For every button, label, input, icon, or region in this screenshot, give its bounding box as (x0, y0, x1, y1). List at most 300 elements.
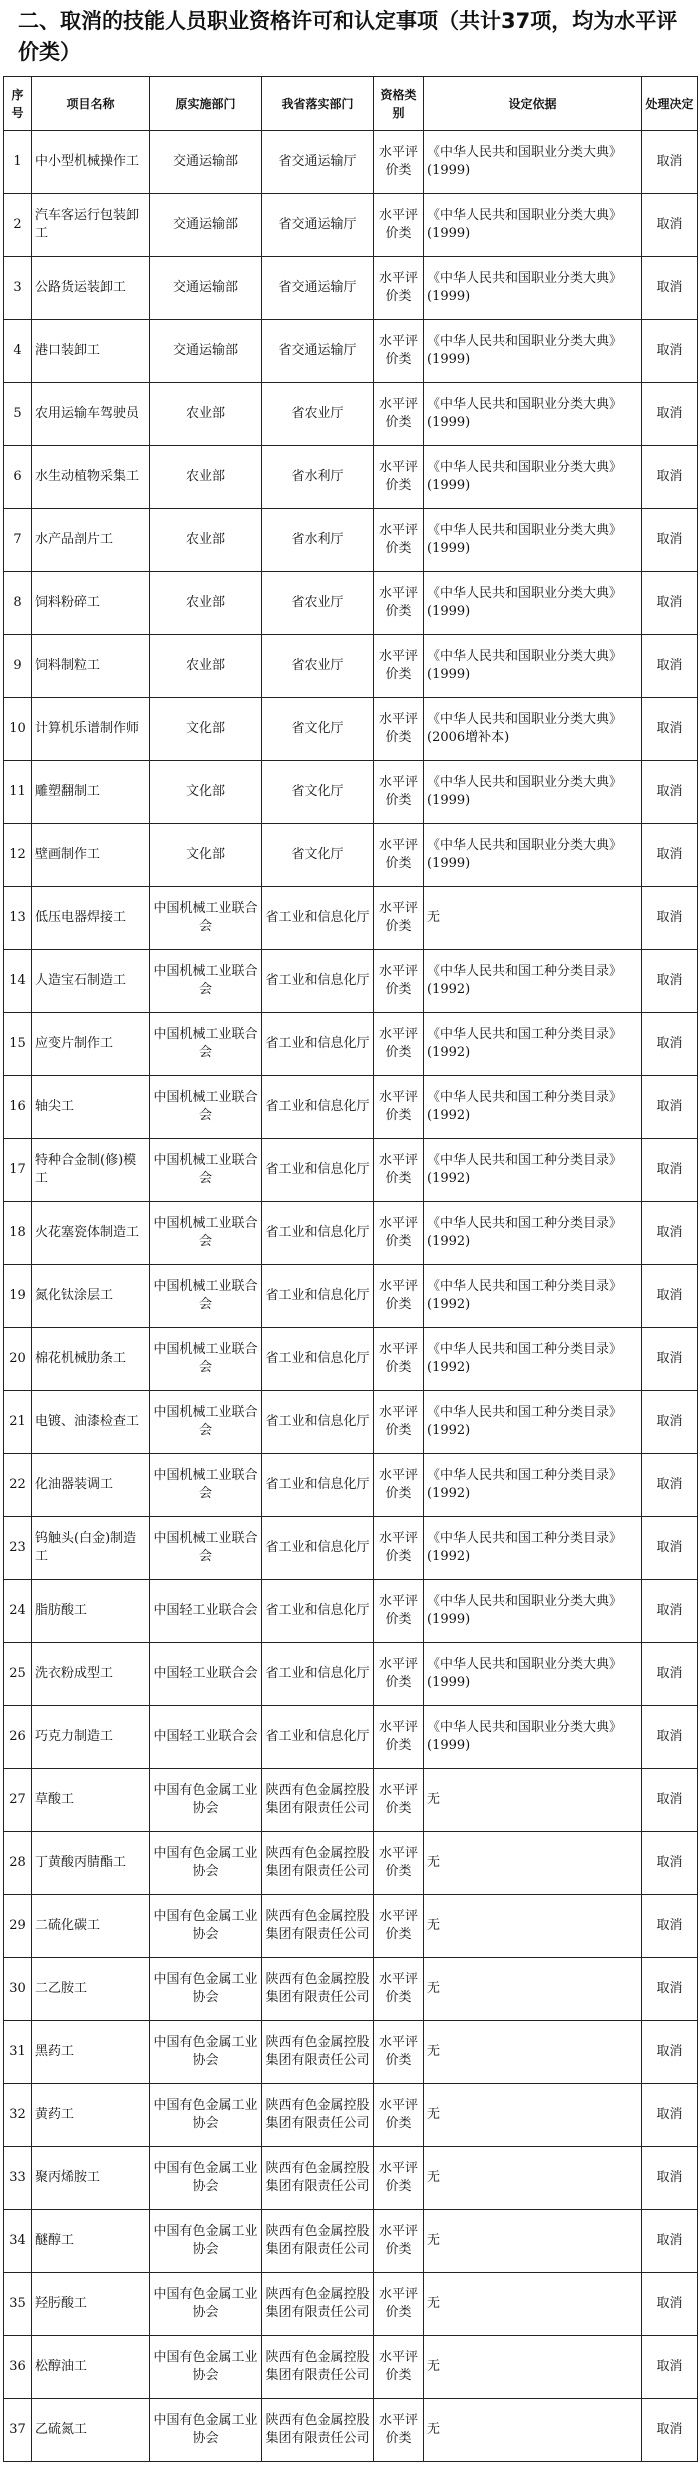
cell-level: 水平评价类 (374, 761, 424, 824)
cell-no: 34 (4, 2210, 32, 2273)
cell-decision: 取消 (642, 887, 698, 950)
cell-no: 11 (4, 761, 32, 824)
header-local: 我省落实部门 (262, 77, 374, 131)
cell-name: 雕塑翻制工 (32, 761, 150, 824)
cell-basis: 《中华人民共和国工种分类目录》(1992) (424, 1391, 642, 1454)
cell-level: 水平评价类 (374, 446, 424, 509)
cell-basis: 《中华人民共和国职业分类大典》(1999) (424, 131, 642, 194)
cell-local: 省工业和信息化厅 (262, 950, 374, 1013)
cell-no: 14 (4, 950, 32, 1013)
table-row (4, 1580, 698, 1643)
cell-name: 二硫化碳工 (32, 1895, 150, 1958)
cell-basis: 《中华人民共和国职业分类大典》(1999) (424, 1706, 642, 1769)
cell-local: 省工业和信息化厅 (262, 1013, 374, 1076)
cell-local: 陕西有色金属控股集团有限责任公司 (262, 2399, 374, 2462)
cell-local: 陕西有色金属控股集团有限责任公司 (262, 1769, 374, 1832)
header-name: 项目名称 (32, 77, 150, 131)
cell-dept: 中国机械工业联合会 (150, 1265, 262, 1328)
cell-name: 人造宝石制造工 (32, 950, 150, 1013)
cell-level: 水平评价类 (374, 1265, 424, 1328)
cell-decision: 取消 (642, 2210, 698, 2273)
cell-dept: 农业部 (150, 572, 262, 635)
cell-decision: 取消 (642, 2021, 698, 2084)
cell-no: 21 (4, 1391, 32, 1454)
cell-dept: 中国机械工业联合会 (150, 1013, 262, 1076)
cell-decision: 取消 (642, 509, 698, 572)
cell-no: 3 (4, 257, 32, 320)
cell-name: 化油器装调工 (32, 1454, 150, 1517)
cell-name: 港口装卸工 (32, 320, 150, 383)
table-row (4, 1706, 698, 1769)
cell-name: 火花塞瓷体制造工 (32, 1202, 150, 1265)
cell-name: 计算机乐谱制作师 (32, 698, 150, 761)
cell-dept: 中国机械工业联合会 (150, 1328, 262, 1391)
cell-level: 水平评价类 (374, 2399, 424, 2462)
table-row (4, 824, 698, 887)
table-row (4, 761, 698, 824)
cell-decision: 取消 (642, 1706, 698, 1769)
cell-local: 陕西有色金属控股集团有限责任公司 (262, 2273, 374, 2336)
table-row (4, 383, 698, 446)
cell-name: 二乙胺工 (32, 1958, 150, 2021)
cell-basis: 《中华人民共和国工种分类目录》(1992) (424, 1076, 642, 1139)
cell-decision: 取消 (642, 824, 698, 887)
cell-level: 水平评价类 (374, 1706, 424, 1769)
cell-dept: 中国机械工业联合会 (150, 1454, 262, 1517)
cell-decision: 取消 (642, 257, 698, 320)
cell-no: 18 (4, 1202, 32, 1265)
cell-name: 黑药工 (32, 2021, 150, 2084)
cell-local: 省文化厅 (262, 698, 374, 761)
cell-decision: 取消 (642, 1958, 698, 2021)
cell-dept: 交通运输部 (150, 194, 262, 257)
cell-dept: 文化部 (150, 824, 262, 887)
table-row (4, 509, 698, 572)
cell-dept: 中国机械工业联合会 (150, 1139, 262, 1202)
cell-basis: 《中华人民共和国工种分类目录》(1992) (424, 950, 642, 1013)
table-row (4, 1391, 698, 1454)
cell-dept: 文化部 (150, 761, 262, 824)
cell-no: 24 (4, 1580, 32, 1643)
cell-name: 棉花机械肋条工 (32, 1328, 150, 1391)
cell-basis: 无 (424, 1769, 642, 1832)
cell-local: 省农业厅 (262, 572, 374, 635)
cell-no: 17 (4, 1139, 32, 1202)
cell-decision: 取消 (642, 950, 698, 1013)
table-row (4, 572, 698, 635)
cell-local: 省文化厅 (262, 824, 374, 887)
table-row (4, 194, 698, 257)
cell-name: 聚丙烯胺工 (32, 2147, 150, 2210)
cell-name: 壁画制作工 (32, 824, 150, 887)
cell-level: 水平评价类 (374, 1580, 424, 1643)
cell-basis: 《中华人民共和国工种分类目录》(1992) (424, 1454, 642, 1517)
cell-level: 水平评价类 (374, 257, 424, 320)
cell-decision: 取消 (642, 572, 698, 635)
cell-level: 水平评价类 (374, 509, 424, 572)
table-row (4, 1202, 698, 1265)
cell-level: 水平评价类 (374, 1076, 424, 1139)
cell-no: 4 (4, 320, 32, 383)
cell-dept: 中国有色金属工业协会 (150, 2021, 262, 2084)
cell-no: 10 (4, 698, 32, 761)
cell-local: 省工业和信息化厅 (262, 1202, 374, 1265)
cell-dept: 中国机械工业联合会 (150, 887, 262, 950)
table-row (4, 1517, 698, 1580)
cell-no: 22 (4, 1454, 32, 1517)
cell-dept: 中国机械工业联合会 (150, 1076, 262, 1139)
cell-local: 省水利厅 (262, 446, 374, 509)
cell-basis: 《中华人民共和国职业分类大典》(1999) (424, 635, 642, 698)
cell-basis: 《中华人民共和国职业分类大典》(1999) (424, 572, 642, 635)
cell-no: 32 (4, 2084, 32, 2147)
table-row (4, 131, 698, 194)
cell-basis: 《中华人民共和国职业分类大典》(1999) (424, 257, 642, 320)
cell-level: 水平评价类 (374, 950, 424, 1013)
cell-dept: 中国有色金属工业协会 (150, 2147, 262, 2210)
cell-no: 28 (4, 1832, 32, 1895)
cell-decision: 取消 (642, 1643, 698, 1706)
header-no: 序号 (4, 77, 32, 131)
table-row (4, 1958, 698, 2021)
cell-name: 特种合金制(修)模工 (32, 1139, 150, 1202)
table-row (4, 635, 698, 698)
cell-dept: 中国轻工业联合会 (150, 1643, 262, 1706)
cell-name: 草酸工 (32, 1769, 150, 1832)
cell-decision: 取消 (642, 1328, 698, 1391)
cell-name: 汽车客运行包装卸工 (32, 194, 150, 257)
cell-decision: 取消 (642, 2399, 698, 2462)
cell-basis: 《中华人民共和国职业分类大典》(1999) (424, 1643, 642, 1706)
cell-basis: 《中华人民共和国职业分类大典》(2006增补本) (424, 698, 642, 761)
cell-no: 5 (4, 383, 32, 446)
cell-no: 6 (4, 446, 32, 509)
cell-dept: 农业部 (150, 509, 262, 572)
cell-decision: 取消 (642, 1265, 698, 1328)
cell-decision: 取消 (642, 761, 698, 824)
cell-no: 33 (4, 2147, 32, 2210)
cell-level: 水平评价类 (374, 383, 424, 446)
cell-name: 饲料粉碎工 (32, 572, 150, 635)
cell-decision: 取消 (642, 1076, 698, 1139)
cell-no: 20 (4, 1328, 32, 1391)
cell-level: 水平评价类 (374, 1139, 424, 1202)
cell-name: 洗衣粉成型工 (32, 1643, 150, 1706)
cell-no: 31 (4, 2021, 32, 2084)
cell-basis: 无 (424, 1958, 642, 2021)
cell-dept: 农业部 (150, 635, 262, 698)
cell-name: 丁黄酸丙腈酯工 (32, 1832, 150, 1895)
cell-no: 12 (4, 824, 32, 887)
cell-basis: 无 (424, 2336, 642, 2399)
table-row (4, 2399, 698, 2462)
cell-decision: 取消 (642, 1832, 698, 1895)
cell-basis: 《中华人民共和国职业分类大典》(1999) (424, 194, 642, 257)
cell-no: 23 (4, 1517, 32, 1580)
cell-name: 应变片制作工 (32, 1013, 150, 1076)
table-row (4, 1769, 698, 1832)
cell-decision: 取消 (642, 1391, 698, 1454)
cell-no: 8 (4, 572, 32, 635)
cell-level: 水平评价类 (374, 320, 424, 383)
cell-basis: 无 (424, 2210, 642, 2273)
cell-local: 省工业和信息化厅 (262, 1643, 374, 1706)
cell-basis: 《中华人民共和国工种分类目录》(1992) (424, 1517, 642, 1580)
cell-basis: 《中华人民共和国职业分类大典》(1999) (424, 509, 642, 572)
table-row (4, 2084, 698, 2147)
cell-local: 省交通运输厅 (262, 131, 374, 194)
cell-basis: 《中华人民共和国工种分类目录》(1992) (424, 1139, 642, 1202)
cell-local: 陕西有色金属控股集团有限责任公司 (262, 2147, 374, 2210)
table-row (4, 2147, 698, 2210)
cell-level: 水平评价类 (374, 131, 424, 194)
table-row (4, 698, 698, 761)
cell-local: 省工业和信息化厅 (262, 1076, 374, 1139)
table-row (4, 257, 698, 320)
cell-name: 氮化钛涂层工 (32, 1265, 150, 1328)
table-row (4, 1643, 698, 1706)
cell-basis: 《中华人民共和国工种分类目录》(1992) (424, 1265, 642, 1328)
cell-local: 省工业和信息化厅 (262, 1139, 374, 1202)
cell-basis: 无 (424, 1895, 642, 1958)
cell-name: 醚醇工 (32, 2210, 150, 2273)
cell-name: 乙硫氮工 (32, 2399, 150, 2462)
table-row (4, 1328, 698, 1391)
cell-level: 水平评价类 (374, 1832, 424, 1895)
cell-dept: 中国有色金属工业协会 (150, 1895, 262, 1958)
cell-local: 省水利厅 (262, 509, 374, 572)
cell-local: 省交通运输厅 (262, 320, 374, 383)
cell-no: 1 (4, 131, 32, 194)
table-row (4, 2336, 698, 2399)
cell-no: 25 (4, 1643, 32, 1706)
cell-dept: 中国有色金属工业协会 (150, 2336, 262, 2399)
table-row (4, 1139, 698, 1202)
table-header-row (4, 77, 698, 131)
cell-dept: 中国有色金属工业协会 (150, 1769, 262, 1832)
cell-level: 水平评价类 (374, 2021, 424, 2084)
cell-dept: 中国有色金属工业协会 (150, 1832, 262, 1895)
header-level: 资格类别 (374, 77, 424, 131)
cell-dept: 农业部 (150, 383, 262, 446)
cell-dept: 农业部 (150, 446, 262, 509)
cell-basis: 无 (424, 887, 642, 950)
cell-name: 黄药工 (32, 2084, 150, 2147)
page-title: 二、取消的技能人员职业资格许可和认定事项（共计37项，均为水平评价类） (18, 9, 678, 64)
table-row (4, 1832, 698, 1895)
table-row (4, 1013, 698, 1076)
cell-dept: 中国机械工业联合会 (150, 950, 262, 1013)
cell-local: 陕西有色金属控股集团有限责任公司 (262, 2210, 374, 2273)
cell-name: 轴尖工 (32, 1076, 150, 1139)
table-row (4, 2021, 698, 2084)
cell-decision: 取消 (642, 320, 698, 383)
cell-level: 水平评价类 (374, 1391, 424, 1454)
cell-dept: 文化部 (150, 698, 262, 761)
cell-decision: 取消 (642, 383, 698, 446)
cell-local: 陕西有色金属控股集团有限责任公司 (262, 1958, 374, 2021)
cell-dept: 中国有色金属工业协会 (150, 1958, 262, 2021)
cell-level: 水平评价类 (374, 824, 424, 887)
table-row (4, 950, 698, 1013)
cell-name: 脂肪酸工 (32, 1580, 150, 1643)
cell-no: 9 (4, 635, 32, 698)
cell-name: 农用运输车驾驶员 (32, 383, 150, 446)
cell-basis: 《中华人民共和国职业分类大典》(1999) (424, 320, 642, 383)
header-dept: 原实施部门 (150, 77, 262, 131)
cell-decision: 取消 (642, 1139, 698, 1202)
items-table (3, 76, 698, 2462)
cell-no: 37 (4, 2399, 32, 2462)
cell-level: 水平评价类 (374, 887, 424, 950)
cell-dept: 中国轻工业联合会 (150, 1580, 262, 1643)
cell-name: 钨触头(白金)制造工 (32, 1517, 150, 1580)
cell-local: 省文化厅 (262, 761, 374, 824)
cell-basis: 《中华人民共和国职业分类大典》(1999) (424, 1580, 642, 1643)
cell-dept: 中国有色金属工业协会 (150, 2273, 262, 2336)
cell-basis: 无 (424, 2399, 642, 2462)
cell-dept: 中国轻工业联合会 (150, 1706, 262, 1769)
cell-local: 省工业和信息化厅 (262, 1328, 374, 1391)
cell-dept: 中国机械工业联合会 (150, 1517, 262, 1580)
table-row (4, 1076, 698, 1139)
cell-decision: 取消 (642, 1517, 698, 1580)
table-row (4, 446, 698, 509)
cell-decision: 取消 (642, 194, 698, 257)
cell-name: 中小型机械操作工 (32, 131, 150, 194)
cell-local: 陕西有色金属控股集团有限责任公司 (262, 2021, 374, 2084)
cell-name: 水产品剖片工 (32, 509, 150, 572)
cell-level: 水平评价类 (374, 194, 424, 257)
cell-decision: 取消 (642, 1013, 698, 1076)
cell-decision: 取消 (642, 2273, 698, 2336)
cell-level: 水平评价类 (374, 1958, 424, 2021)
cell-decision: 取消 (642, 2147, 698, 2210)
cell-level: 水平评价类 (374, 1643, 424, 1706)
cell-dept: 交通运输部 (150, 131, 262, 194)
cell-no: 30 (4, 1958, 32, 2021)
cell-level: 水平评价类 (374, 2273, 424, 2336)
cell-decision: 取消 (642, 2336, 698, 2399)
cell-level: 水平评价类 (374, 1202, 424, 1265)
table-row (4, 1265, 698, 1328)
cell-dept: 中国机械工业联合会 (150, 1391, 262, 1454)
cell-no: 36 (4, 2336, 32, 2399)
table-row (4, 887, 698, 950)
cell-dept: 中国有色金属工业协会 (150, 2399, 262, 2462)
cell-local: 陕西有色金属控股集团有限责任公司 (262, 1832, 374, 1895)
cell-decision: 取消 (642, 131, 698, 194)
cell-level: 水平评价类 (374, 1769, 424, 1832)
cell-basis: 《中华人民共和国职业分类大典》(1999) (424, 761, 642, 824)
cell-basis: 《中华人民共和国工种分类目录》(1992) (424, 1328, 642, 1391)
cell-local: 省工业和信息化厅 (262, 1706, 374, 1769)
cell-name: 电镀、油漆检查工 (32, 1391, 150, 1454)
cell-decision: 取消 (642, 1580, 698, 1643)
cell-no: 16 (4, 1076, 32, 1139)
cell-local: 陕西有色金属控股集团有限责任公司 (262, 2336, 374, 2399)
cell-level: 水平评价类 (374, 2210, 424, 2273)
cell-decision: 取消 (642, 446, 698, 509)
cell-level: 水平评价类 (374, 2084, 424, 2147)
cell-decision: 取消 (642, 1454, 698, 1517)
cell-level: 水平评价类 (374, 1517, 424, 1580)
cell-basis: 无 (424, 1832, 642, 1895)
cell-basis: 无 (424, 2021, 642, 2084)
cell-no: 15 (4, 1013, 32, 1076)
cell-name: 羟肟酸工 (32, 2273, 150, 2336)
cell-local: 省农业厅 (262, 383, 374, 446)
cell-local: 省农业厅 (262, 635, 374, 698)
cell-level: 水平评价类 (374, 1895, 424, 1958)
cell-dept: 中国机械工业联合会 (150, 1202, 262, 1265)
cell-name: 水生动植物采集工 (32, 446, 150, 509)
cell-name: 饲料制粒工 (32, 635, 150, 698)
cell-level: 水平评价类 (374, 698, 424, 761)
cell-level: 水平评价类 (374, 572, 424, 635)
cell-no: 7 (4, 509, 32, 572)
cell-local: 省工业和信息化厅 (262, 1580, 374, 1643)
cell-local: 省工业和信息化厅 (262, 1391, 374, 1454)
cell-decision: 取消 (642, 635, 698, 698)
table-row (4, 1454, 698, 1517)
cell-basis: 《中华人民共和国职业分类大典》(1999) (424, 383, 642, 446)
cell-name: 松醇油工 (32, 2336, 150, 2399)
table-row (4, 320, 698, 383)
cell-level: 水平评价类 (374, 1454, 424, 1517)
cell-dept: 中国有色金属工业协会 (150, 2084, 262, 2147)
cell-decision: 取消 (642, 1895, 698, 1958)
cell-basis: 无 (424, 2084, 642, 2147)
cell-level: 水平评价类 (374, 2147, 424, 2210)
cell-basis: 无 (424, 2273, 642, 2336)
cell-local: 省工业和信息化厅 (262, 1517, 374, 1580)
cell-no: 27 (4, 1769, 32, 1832)
cell-dept: 交通运输部 (150, 320, 262, 383)
cell-dept: 中国有色金属工业协会 (150, 2210, 262, 2273)
cell-level: 水平评价类 (374, 1328, 424, 1391)
cell-local: 陕西有色金属控股集团有限责任公司 (262, 2084, 374, 2147)
table-row (4, 2273, 698, 2336)
cell-basis: 《中华人民共和国工种分类目录》(1992) (424, 1202, 642, 1265)
table-row (4, 2210, 698, 2273)
table-row (4, 1895, 698, 1958)
cell-dept: 交通运输部 (150, 257, 262, 320)
cell-name: 巧克力制造工 (32, 1706, 150, 1769)
cell-local: 省工业和信息化厅 (262, 1265, 374, 1328)
cell-level: 水平评价类 (374, 1013, 424, 1076)
cell-basis: 《中华人民共和国职业分类大典》(1999) (424, 446, 642, 509)
cell-level: 水平评价类 (374, 2336, 424, 2399)
cell-decision: 取消 (642, 1769, 698, 1832)
cell-local: 省工业和信息化厅 (262, 1454, 374, 1517)
cell-no: 35 (4, 2273, 32, 2336)
cell-local: 陕西有色金属控股集团有限责任公司 (262, 1895, 374, 1958)
cell-no: 2 (4, 194, 32, 257)
cell-no: 19 (4, 1265, 32, 1328)
cell-basis: 《中华人民共和国工种分类目录》(1992) (424, 1013, 642, 1076)
cell-local: 省交通运输厅 (262, 194, 374, 257)
cell-no: 26 (4, 1706, 32, 1769)
cell-decision: 取消 (642, 698, 698, 761)
header-basis: 设定依据 (424, 77, 642, 131)
cell-basis: 《中华人民共和国职业分类大典》(1999) (424, 824, 642, 887)
cell-no: 29 (4, 1895, 32, 1958)
cell-name: 低压电器焊接工 (32, 887, 150, 950)
header-decision: 处理决定 (642, 77, 698, 131)
cell-no: 13 (4, 887, 32, 950)
cell-local: 省工业和信息化厅 (262, 887, 374, 950)
